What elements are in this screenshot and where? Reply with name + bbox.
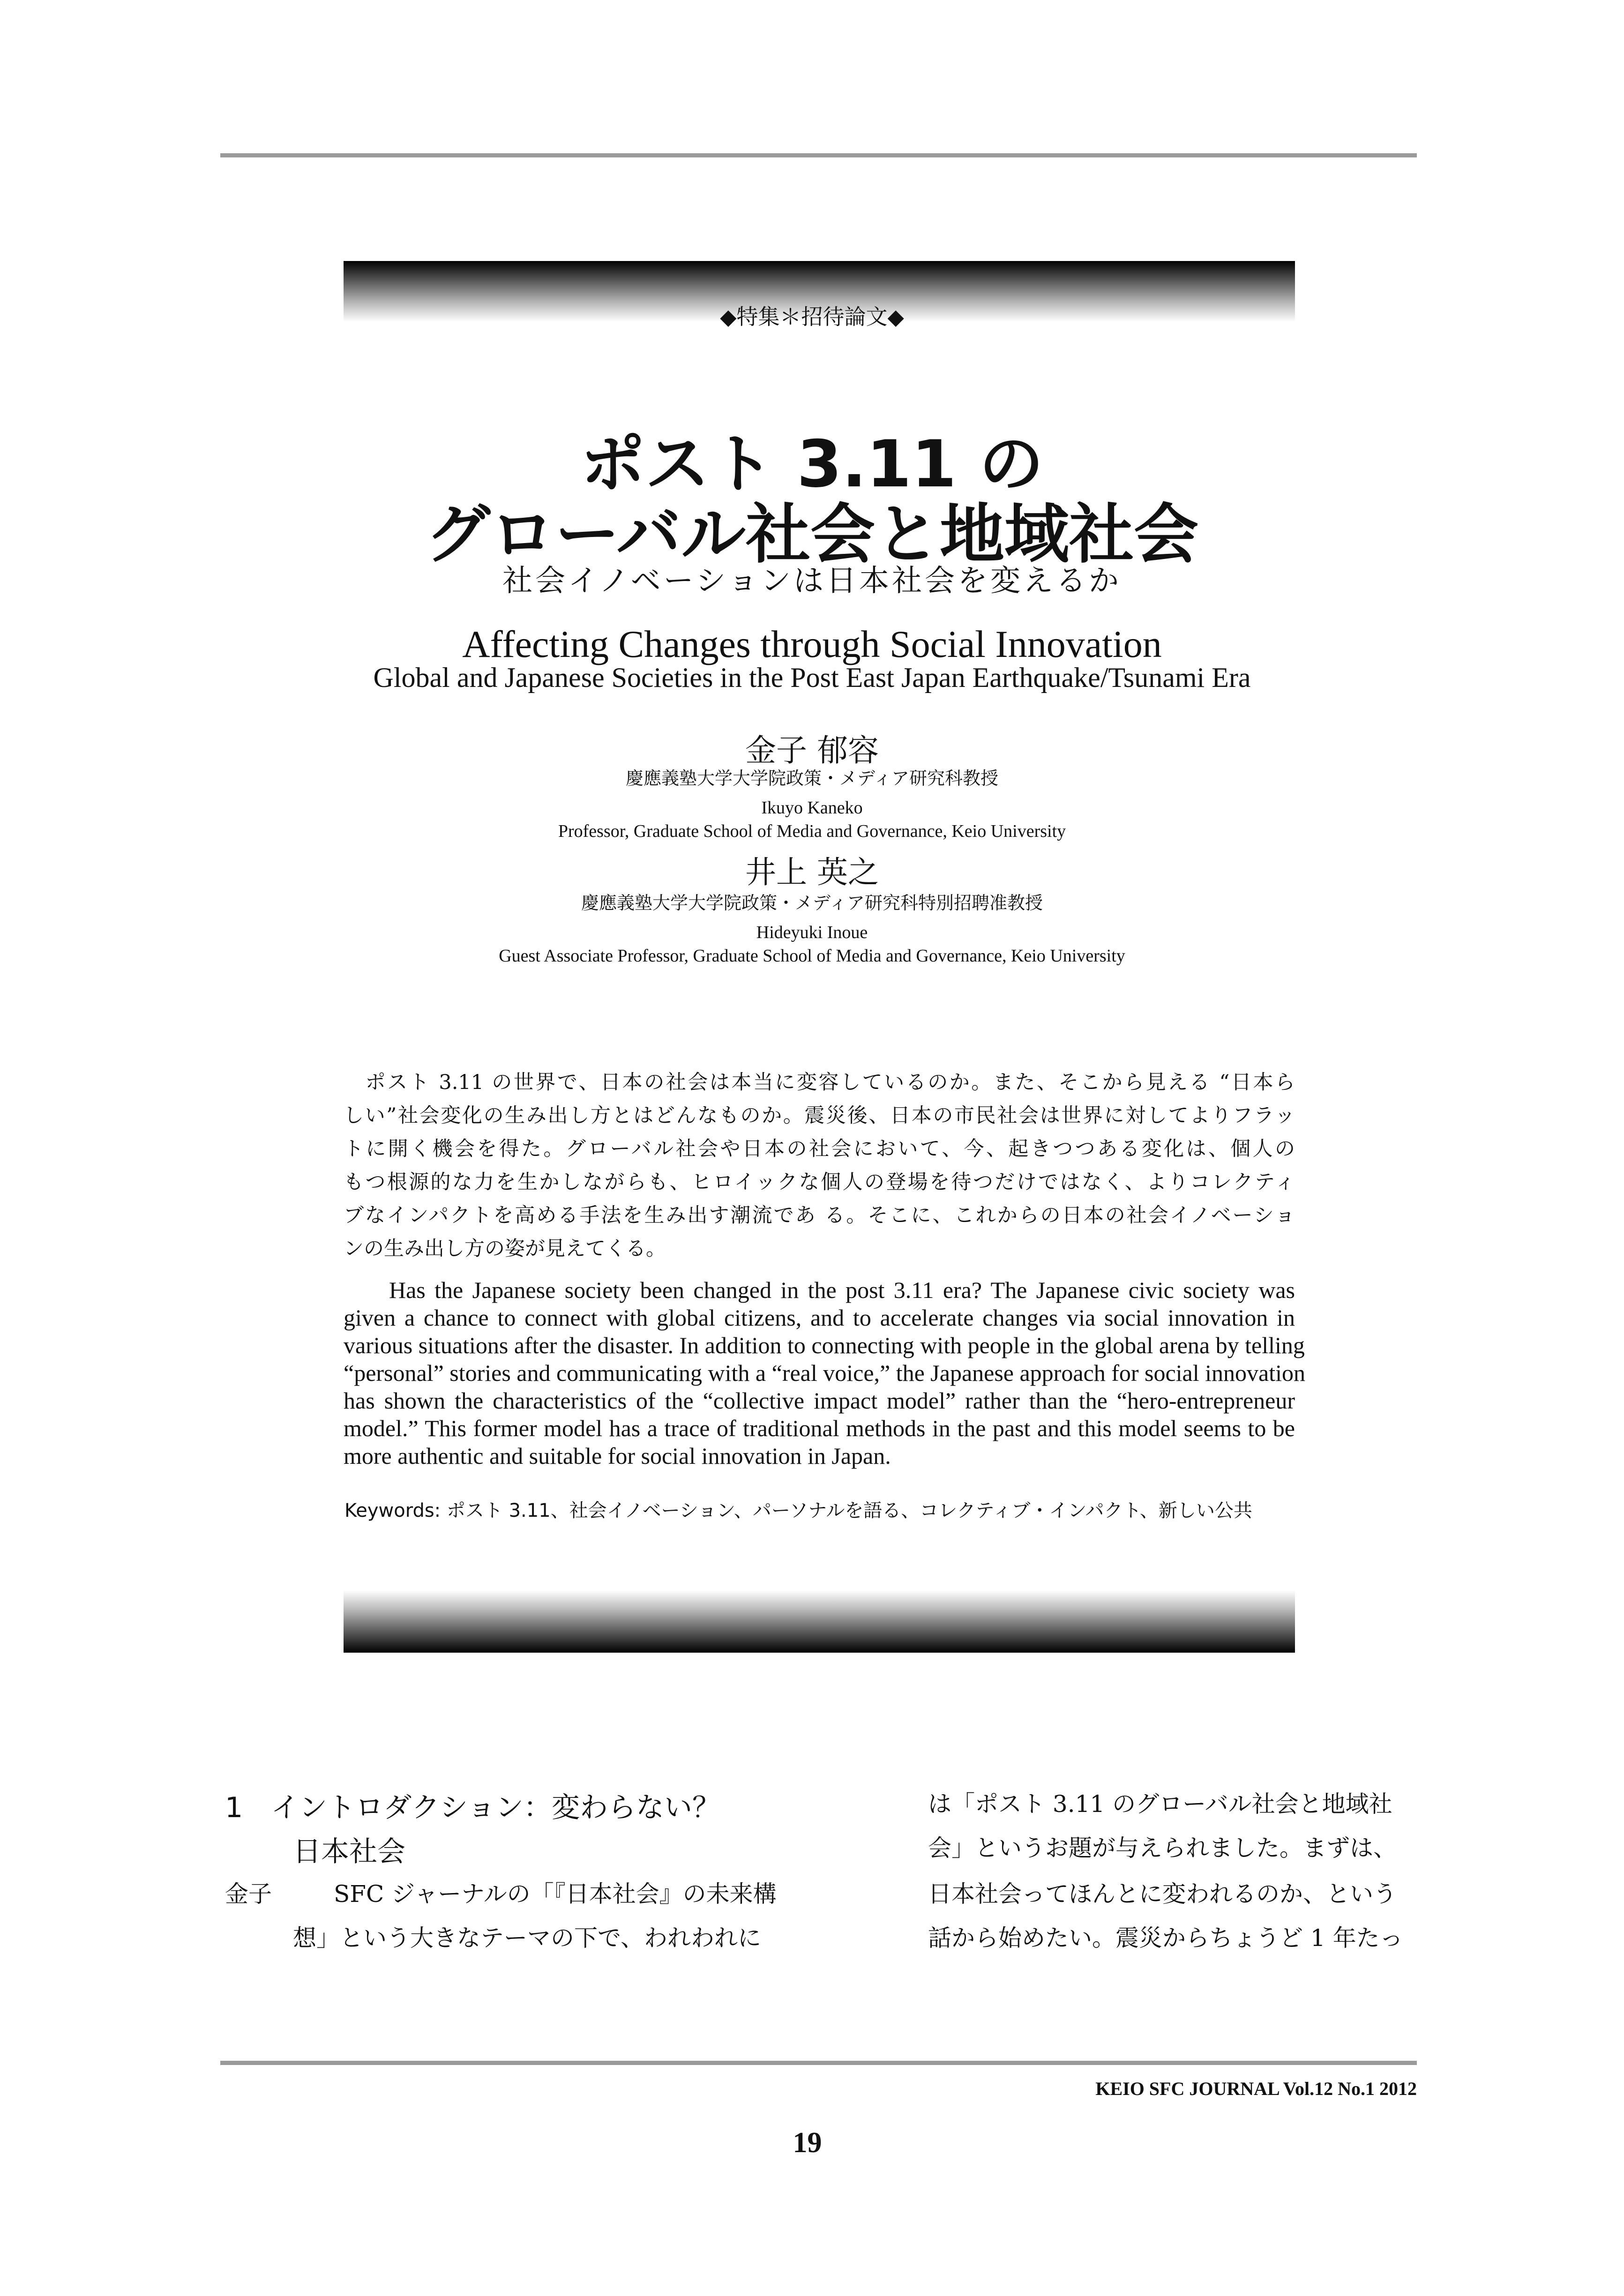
abstract-ja-line: トに開く機会を得た。グローバル社会や日本の社会において、今、起きつつある変化は、個人の (344, 1137, 1295, 1161)
abstract-en-line: more authentic and suitable for social innovation in Japan. (344, 1443, 891, 1469)
title-line2: グローバル社会と地域社会 (425, 497, 1199, 572)
author1-name-en: Ikuyo Kaneko (761, 798, 863, 818)
speaker-label: 金子 (225, 1880, 272, 1908)
title-line1: ポスト 3.11 の (580, 426, 1044, 502)
abstract-en-line: Has the Japanese society been changed in the post 3.11 era? The Japanese civic society was (389, 1277, 1295, 1303)
body-right-line: 会」というお題が与えられました。まずは、 (928, 1834, 1397, 1862)
author2-affiliation-en: Guest Associate Professor, Graduate School of Media and Governance, Keio University (499, 946, 1125, 966)
abstract-en-line: given a chance to connect with global citizens, and to accelerate changes via social innovation in (344, 1305, 1295, 1331)
subtitle-en: Global and Japanese Societies in the Post East Japan Earthquake/Tsunami Era (373, 662, 1251, 693)
author1-affiliation-ja: 慶應義塾大学大学院政策・メディア研究科教授 (626, 768, 998, 789)
author2-name-en: Hideyuki Inoue (756, 923, 868, 942)
footer-gradient-band (344, 1590, 1295, 1653)
abstract-en-line: “personal” stories and communicating with a “real voice,” the Japanese approach for social innovation (344, 1360, 1306, 1386)
body-right-line: は「ポスト 3.11 のグローバル社会と地域社 (928, 1790, 1392, 1818)
abstract-ja-line: しい”社会変化の生み出し方とはどんなものか。震災後、日本の市民社会は世界に対してよりフラッ (344, 1104, 1295, 1127)
section-heading-cont: 日本社会 (293, 1835, 405, 1868)
title-en: Affecting Changes through Social Innovation (462, 623, 1162, 665)
body-right-line: 日本社会ってほんとに変われるのか、という (928, 1880, 1397, 1908)
keywords (344, 1496, 1252, 1522)
author1-affiliation-en: Professor, Graduate School of Media and Governance, Keio University (558, 821, 1066, 841)
abstract-ja-line: ポスト 3.11 の世界で、日本の社会は本当に変容しているのか。また、そこから見える “日本ら (344, 1071, 1295, 1094)
bottom-rule (220, 2061, 1417, 2065)
keywords-label: Keywords: (344, 1500, 441, 1521)
author1-name-ja: 金子 郁容 (745, 732, 879, 768)
journal-footer: KEIO SFC JOURNAL Vol.12 No.1 2012 (1095, 2078, 1417, 2099)
abstract-en-line: has shown the characteristics of the “collective impact model” rather than the “hero-entrepreneur (344, 1387, 1295, 1414)
body-right-line: 話から始めたい。震災からちょうど 1 年たっ (928, 1924, 1403, 1952)
abstract-ja-line: ブなインパクトを高める手法を生み出す潮流であ る。そこに、これからの日本の社会イノベーショ (344, 1204, 1295, 1227)
body-left-line: SFC ジャーナルの「『日本社会』の未来構 (334, 1880, 777, 1908)
page-number: 19 (793, 2127, 822, 2159)
author2-name-ja: 井上 英之 (745, 854, 879, 890)
subtitle-ja: 社会イノベーションは日本社会を変えるか (502, 564, 1122, 598)
abstract-ja-line: もつ根源的な力を生かしながらも、ヒロイックな個人の登場を待つだけではなく、よりコレクティ (344, 1170, 1295, 1194)
abstract-en-line: various situations after the disaster. In addition to connecting with people in the global arena by telling (344, 1332, 1305, 1358)
abstract-en-line: model.” This former model has a trace of traditional methods in the past and this model seems to be (344, 1415, 1295, 1441)
section-heading: 1 イントロダクション：変わらない？ (225, 1791, 720, 1824)
feature-label: ◆特集＊招待論文◆ (720, 304, 904, 329)
abstract-ja-line: ンの生み出し方の姿が見えてくる。 (344, 1237, 666, 1260)
author2-affiliation-ja: 慶應義塾大学大学院政策・メディア研究科特別招聘准教授 (581, 893, 1043, 913)
body-left-line: 想」という大きなテーマの下で、われわれに (293, 1924, 761, 1952)
top-rule (220, 153, 1417, 157)
keywords-text: ポスト 3.11、社会イノベーション、パーソナルを語る、コレクティブ・インパクト、新しい公共 (446, 1500, 1252, 1521)
